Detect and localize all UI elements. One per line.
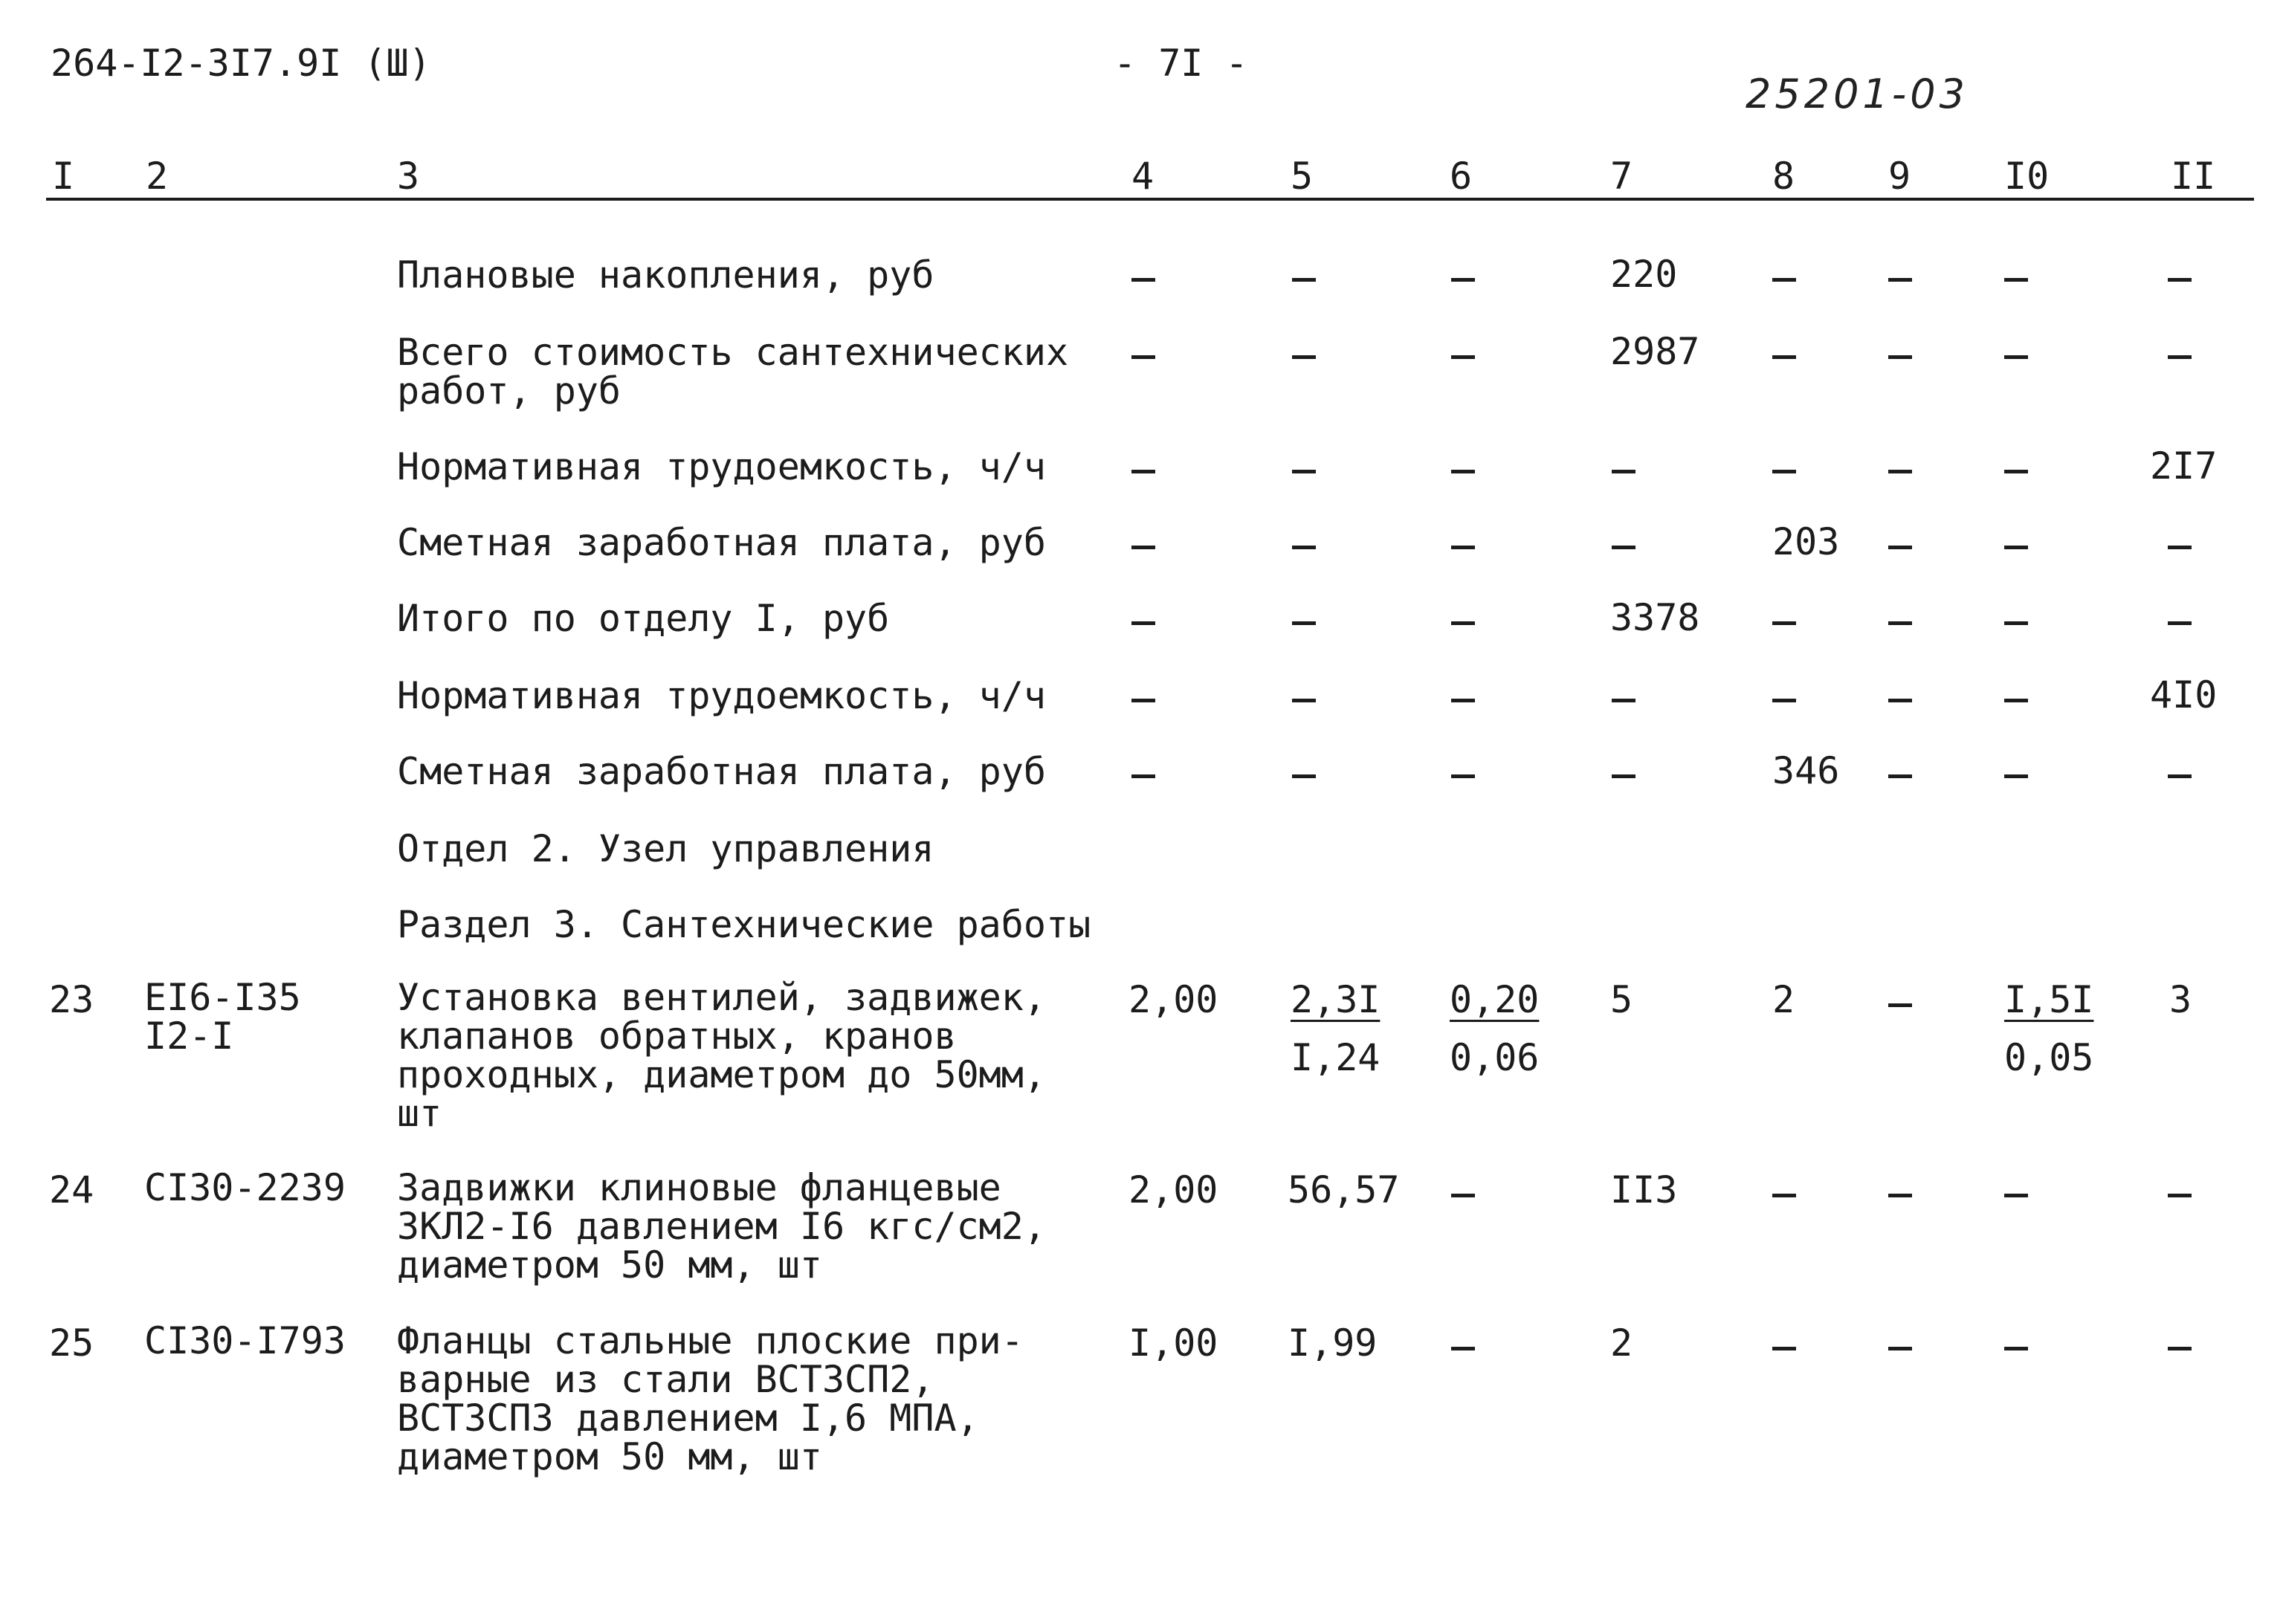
column-heading: 2	[146, 155, 169, 198]
page-number: - 7I -	[1114, 42, 1248, 85]
dash	[2004, 278, 2028, 282]
dash	[1772, 278, 1796, 282]
row-value: 203	[1772, 520, 1840, 563]
row-value: 346	[1772, 749, 1840, 792]
row-description: Фланцы стальные плоские при- варные из стали ВСТ3СП2, ВСТ3СП3 давлением I,6 МПА, диаметром 50 мм, шт	[397, 1319, 1024, 1478]
column-heading: 3	[397, 155, 420, 198]
dash	[1292, 774, 1316, 778]
dash	[1451, 278, 1475, 282]
row-value-numerator: I,5I	[2004, 978, 2094, 1021]
row-description: Плановые накопления, руб	[397, 253, 934, 297]
row-value: 3378	[1610, 596, 1700, 639]
dash	[1888, 470, 1912, 473]
dash	[1131, 355, 1155, 359]
dash	[2168, 355, 2192, 359]
department-heading: Отдел 2. Узел управления	[397, 827, 934, 870]
dash	[1131, 278, 1155, 282]
item-code: EI6-I35 I2-I	[144, 976, 301, 1058]
dash	[1612, 470, 1635, 473]
column-heading: 7	[1610, 155, 1633, 198]
section-heading: Раздел 3. Сантехнические работы	[397, 903, 1091, 946]
row-description: Установка вентилей, задвижек, клапанов обратных, кранов проходных, диаметром до 50мм, шт	[397, 976, 1046, 1135]
column-heading: 9	[1888, 155, 1911, 198]
dash	[1451, 774, 1475, 778]
row-value: I,00	[1128, 1321, 1218, 1365]
dash	[1888, 774, 1912, 778]
dash	[1451, 621, 1475, 625]
dash	[2004, 1347, 2028, 1350]
row-value: 2	[1610, 1321, 1633, 1365]
dash	[1451, 546, 1475, 549]
dash	[2168, 621, 2192, 625]
row-value: 56,57	[1288, 1168, 1400, 1211]
column-heading: 5	[1291, 155, 1314, 198]
dash	[1772, 621, 1796, 625]
row-value: 2987	[1610, 330, 1700, 373]
dash	[1292, 355, 1316, 359]
dash	[1888, 355, 1912, 359]
dash	[1772, 470, 1796, 473]
row-value: II3	[1610, 1168, 1678, 1211]
dash	[2168, 1194, 2192, 1197]
dash	[1888, 546, 1912, 549]
dash	[1888, 278, 1912, 282]
dash	[2168, 546, 2192, 549]
dash	[1888, 1003, 1912, 1007]
dash	[1888, 621, 1912, 625]
row-value: 5	[1610, 978, 1633, 1021]
dash	[1888, 699, 1912, 702]
row-value-denominator: I,24	[1291, 1036, 1381, 1079]
dash	[1451, 470, 1475, 473]
item-number: 24	[49, 1168, 94, 1211]
row-description: Всего стоимость сантехнических работ, руб	[397, 331, 1069, 413]
dash	[2004, 774, 2028, 778]
dash	[2004, 621, 2028, 625]
column-heading: II	[2171, 155, 2216, 198]
dash	[1451, 1194, 1475, 1197]
header-rule	[46, 198, 2254, 201]
dash	[1292, 699, 1316, 702]
dash	[1292, 470, 1316, 473]
item-code: CI30-2239	[144, 1166, 346, 1209]
dash	[1772, 699, 1796, 702]
dash	[2168, 1347, 2192, 1350]
dash	[1888, 1194, 1912, 1197]
row-description: Нормативная трудоемкость, ч/ч	[397, 674, 1046, 717]
row-value: I,99	[1288, 1321, 1378, 1365]
dash	[1612, 699, 1635, 702]
dash	[1131, 546, 1155, 549]
dash	[1451, 699, 1475, 702]
item-number: 25	[49, 1321, 94, 1365]
column-heading: 8	[1772, 155, 1795, 198]
dash	[1131, 470, 1155, 473]
dash	[1131, 699, 1155, 702]
dash	[1292, 546, 1316, 549]
dash	[2004, 470, 2028, 473]
row-value-denominator: 0,06	[1450, 1036, 1540, 1079]
dash	[1772, 1347, 1796, 1350]
column-heading: I0	[2004, 155, 2050, 198]
dash	[1451, 355, 1475, 359]
dash	[2004, 546, 2028, 549]
column-heading: I	[52, 155, 75, 198]
document-number: 264-I2-3I7.9I (Ш)	[51, 42, 431, 85]
column-heading: 6	[1450, 155, 1473, 198]
dash	[1292, 621, 1316, 625]
row-value: 2I7	[2150, 444, 2218, 488]
row-value-numerator: 2,3I	[1291, 978, 1381, 1021]
dash	[1612, 774, 1635, 778]
dash	[1292, 278, 1316, 282]
row-description: Задвижки клиновые фланцевые ЗКЛ2-I6 давлением I6 кгс/см2, диаметром 50 мм, шт	[397, 1166, 1046, 1287]
column-heading: 4	[1131, 155, 1155, 198]
dash	[2004, 1194, 2028, 1197]
row-value-denominator: 0,05	[2004, 1036, 2094, 1079]
row-value-numerator: 0,20	[1450, 978, 1540, 1021]
row-value: 2	[1772, 978, 1795, 1021]
dash	[2168, 774, 2192, 778]
row-description: Итого по отделу I, руб	[397, 597, 890, 640]
stamp-code: 25201-03	[1746, 71, 1969, 117]
row-value: 2,00	[1128, 978, 1218, 1021]
dash	[1612, 546, 1635, 549]
item-code: CI30-I793	[144, 1319, 346, 1362]
row-value: 3	[2169, 978, 2192, 1021]
row-description: Нормативная трудоемкость, ч/ч	[397, 445, 1046, 488]
dash	[2004, 355, 2028, 359]
item-number: 23	[49, 978, 94, 1021]
dash	[1131, 774, 1155, 778]
dash	[1888, 1347, 1912, 1350]
dash	[1772, 355, 1796, 359]
dash	[1131, 621, 1155, 625]
dash	[2004, 699, 2028, 702]
dash	[1772, 1194, 1796, 1197]
row-value: 2,00	[1128, 1168, 1218, 1211]
dash	[1451, 1347, 1475, 1350]
row-description: Сметная заработная плата, руб	[397, 521, 1046, 564]
dash	[2168, 278, 2192, 282]
row-value: 4I0	[2150, 673, 2218, 716]
row-description: Сметная заработная плата, руб	[397, 750, 1046, 793]
row-value: 220	[1610, 253, 1678, 296]
